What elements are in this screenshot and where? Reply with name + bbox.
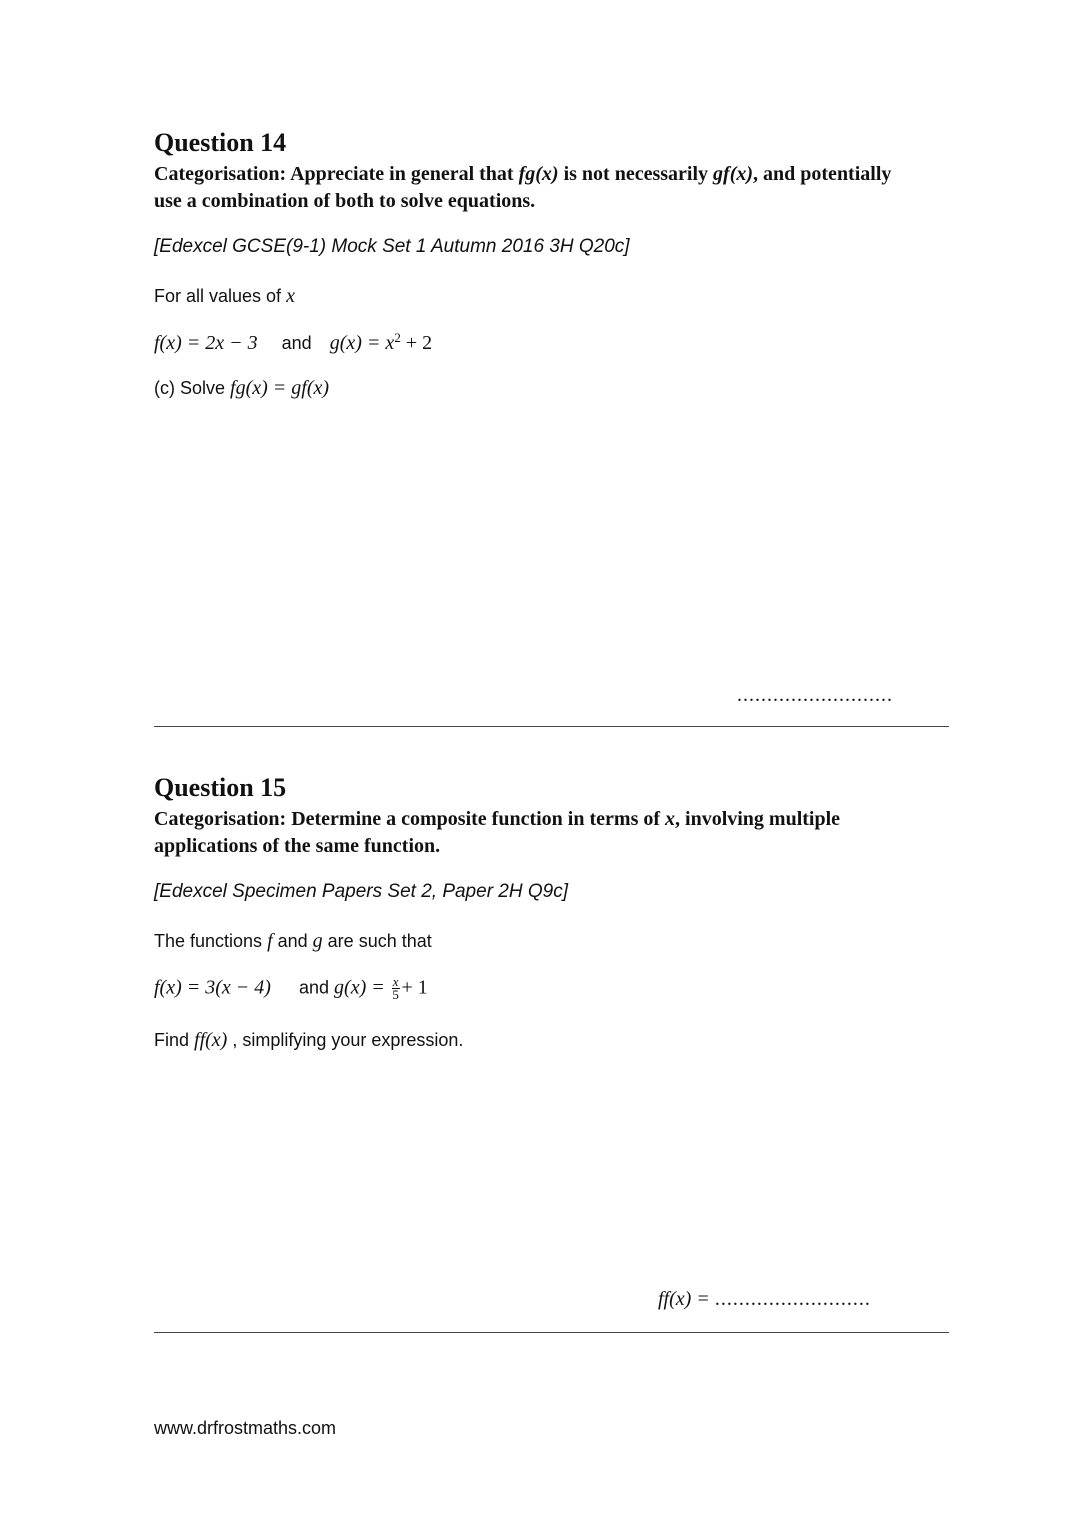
- question-14-categorisation: Categorisation: Appreciate in general that fg(x) is not necessarily gf(x), and potentially use a combination of both to solve equations.: [154, 163, 892, 212]
- question-14-for-all: For all values of x: [154, 285, 295, 307]
- question-15-answer-line[interactable]: ..........................: [714, 1288, 871, 1310]
- question-15-divider: [154, 1332, 949, 1333]
- question-15-source: [Edexcel Specimen Papers Set 2, Paper 2H Q9c]: [154, 881, 568, 902]
- question-14-title: Question 14: [154, 128, 287, 157]
- question-15-definitions: f(x) = 3(x − 4) and g(x) = $\frac{x}{5}$ + 1: [154, 974, 428, 1002]
- question-15-intro: The functions f and g are such that: [154, 930, 432, 952]
- question-14-source: [Edexcel GCSE(9-1) Mock Set 1 Autumn 2016 3H Q20c]: [154, 236, 630, 257]
- question-14-answer-line[interactable]: ..........................: [737, 684, 893, 706]
- question-15-find: Find ff(x) , simplifying your expression.: [154, 1029, 464, 1051]
- question-15-categorisation: Categorisation: Determine a composite function in terms of x, involving multiple applications of the same function.: [154, 808, 841, 857]
- question-15-answer[interactable]: [658, 1288, 871, 1311]
- question-14-part-c: (c) Solve fg(x) = gf(x): [154, 377, 330, 399]
- question-14-divider: [154, 726, 949, 727]
- fraction-x-over-5: $\frac{x}{5}$: [392, 974, 399, 1002]
- footer-url[interactable]: www.drfrostmaths.com: [154, 1418, 337, 1438]
- question-15-title: Question 15: [154, 773, 287, 802]
- question-15-answer-label: ff(x) =: [658, 1288, 715, 1310]
- question-14-definitions: f(x) = 2x − 3 and $g(x) = x^2 + 2$: [154, 330, 433, 354]
